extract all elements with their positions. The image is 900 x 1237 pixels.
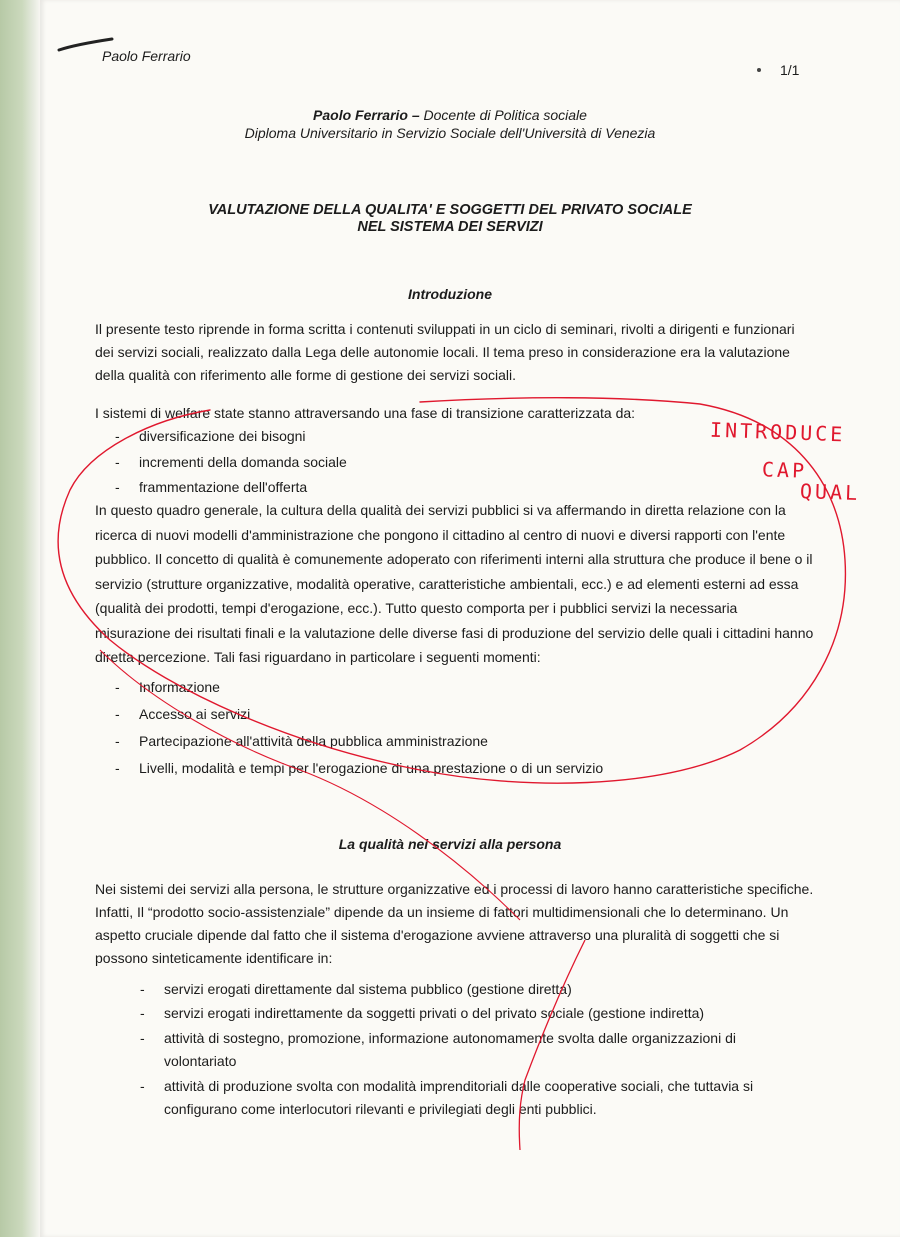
page-number: 1/1: [780, 62, 800, 78]
intro-paragraph-3: In questo quadro generale, la cultura della qualità dei servizi pubblici si va affermando in diretta relazione con la ricerca di nuovi modelli d'amministrazione che pongono il cittadino al centro di nuovi e diversi rapporti con l'ente pubblico. Il concetto di qualità è comunemente adoperato con riferimenti interni alla struttura che produce il bene o il servizio (strutture organizzative, modalità operative, caratteristiche ambientali, ecc.) e ad elementi esterni ad essa (qualità dei prodotti, tempi d'erogazione, ecc.). Tutto questo comporta per i pubblici servizi la necessaria misurazione dei risultati finali e la valutazione delle diverse fasi di produzione del servizio delle quali i cittadini hanno diretta percezione. Tali fasi riguardano in particolare i seguenti momenti:: [95, 502, 814, 665]
list-item: - servizi erogati indirettamente da soggetti privati o del privato sociale (gestione indiretta): [140, 1002, 790, 1025]
affiliation: Diploma Universitario in Servizio Sociale dell'Università di Venezia: [244, 125, 656, 141]
author-role: Docente di Politica sociale: [423, 107, 587, 123]
handwritten-note-line-1: INTRODUCE: [709, 417, 846, 447]
transition-list: [115, 424, 347, 501]
list-item: - frammentazione dell'offerta: [115, 475, 347, 501]
handwritten-note-line-2: CAP: [761, 457, 808, 483]
list-item: - Partecipazione all'attività della pubblica amministrazione: [115, 728, 603, 755]
list-item: - attività di sostegno, promozione, informazione autonomamente svolta dalle organizzazioni di volontariato: [140, 1027, 790, 1073]
moments-list: [115, 674, 603, 782]
ink-dot: [757, 68, 761, 72]
author-header: [0, 106, 900, 142]
list-item: - Livelli, modalità e tempi per l'erogazione di una prestazione o di un servizio: [115, 755, 603, 782]
running-header-author: Paolo Ferrario: [102, 48, 191, 64]
list-item: - servizi erogati direttamente dal sistema pubblico (gestione diretta): [140, 978, 790, 1001]
list-item: - diversificazione dei bisogni: [115, 424, 347, 450]
list-item: - Informazione: [115, 674, 603, 701]
heading-introduzione: Introduzione: [408, 286, 492, 302]
intro-paragraph-1: Il presente testo riprende in forma scritta i contenuti sviluppati in un ciclo di seminari, rivolti a dirigenti e funzionari dei servizi sociali, realizzato dalla Lega delle autonomie locali. Il tema preso in considerazione era la valutazione della qualità con riferimento alle forme di gestione dei servizi sociali.: [95, 321, 795, 383]
providers-list: [140, 978, 790, 1122]
list-item: - incrementi della domanda sociale: [115, 450, 347, 476]
title-line-2: NEL SISTEMA DEI SERVIZI: [357, 219, 543, 235]
handwritten-note-line-3: QUAL: [799, 478, 861, 506]
heading-qualita-servizi: La qualità nei servizi alla persona: [338, 836, 562, 852]
title-line-1: VALUTAZIONE DELLA QUALITA' E SOGGETTI DEL PRIVATO SOCIALE: [208, 202, 692, 218]
document-title: [0, 202, 900, 236]
page-edge: [0, 0, 40, 1237]
quality-paragraph-1: Nei sistemi dei servizi alla persona, le strutture organizzative ed i processi di lavoro hanno caratteristiche specifiche. Infatti, Il “prodotto socio-assistenziale” dipende da un insieme di fattori multidimensionali che lo determinano. Un aspetto cruciale dipende dal fatto che il sistema d'erogazione avviene attraverso una pluralità di soggetti che si possono sinteticamente identificare in:: [95, 881, 814, 966]
author-name: Paolo Ferrario –: [313, 107, 420, 123]
list-item: - Accesso ai servizi: [115, 701, 603, 728]
intro-paragraph-2: I sistemi di welfare state stanno attraversando una fase di transizione caratterizzata da:: [95, 405, 636, 421]
list-item: - attività di produzione svolta con modalità imprenditoriali dalle cooperative sociali, che tuttavia si configurano come interlocutori rilevanti e privilegiati degli enti pubblici.: [140, 1075, 790, 1121]
